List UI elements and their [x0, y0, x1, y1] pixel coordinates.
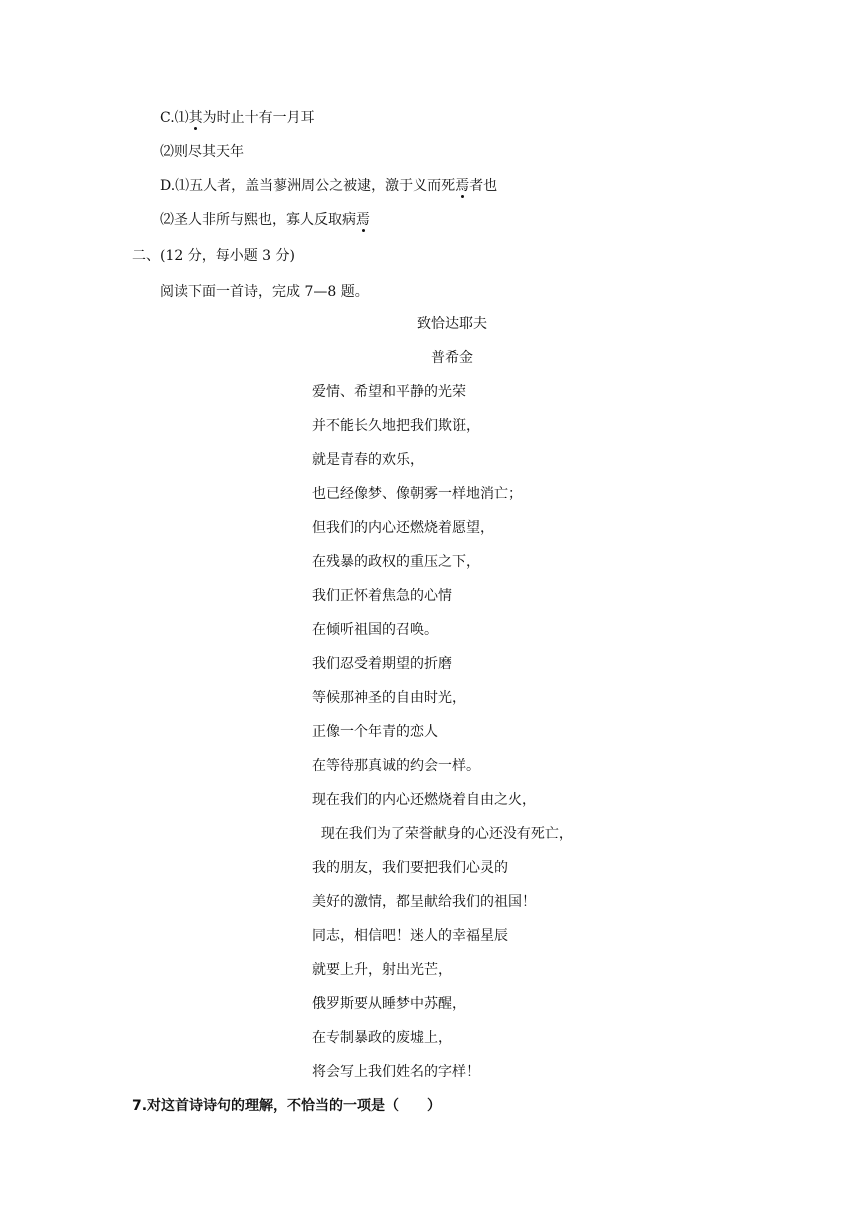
option-c1-dotted-char: 其 [188, 110, 203, 126]
option-d1-prefix: D.⑴五人者，盖当蓼洲周公之被逮，激于义而死 [160, 178, 456, 194]
poem-line: 美好的激情，都呈献给我们的祖国！ [312, 894, 536, 910]
poem-line: 并不能长久地把我们欺诳， [312, 418, 480, 434]
poem-line: 爱情、希望和平静的光荣 [312, 384, 466, 400]
poem-line: 等候那神圣的自由时光， [312, 690, 466, 706]
poem-line: 同志，相信吧！迷人的幸福星辰 [312, 928, 508, 944]
poem-line: 我们忍受着期望的折磨 [312, 656, 452, 672]
poem-line: 现在我们为了荣誉献身的心还没有死亡， [312, 826, 573, 842]
option-c-line-2: ⑵则尽其天年 [160, 144, 244, 160]
poem-line: 也已经像梦、像朝雾一样地消亡； [312, 486, 522, 502]
option-c1-prefix: C.⑴ [160, 110, 189, 126]
poem-line: 我们正怀着焦急的心情 [312, 588, 452, 604]
poem-line: 在等待那真诚的约会一样。 [312, 758, 480, 774]
poem-line: 在残暴的政权的重压之下， [312, 554, 480, 570]
poem-line: 在倾听祖国的召唤。 [312, 622, 438, 638]
poem-line: 将会写上我们姓名的字样！ [312, 1064, 480, 1080]
section-heading: 二、(12 分，每小题 3 分) [132, 248, 295, 264]
option-c-line-1 [160, 108, 315, 128]
poem-line: 正像一个年青的恋人 [312, 724, 438, 740]
poem-line: 现在我们的内心还燃烧着自由之火， [312, 792, 536, 808]
option-d1-dotted-char: 焉 [455, 178, 470, 194]
poem-line: 俄罗斯要从睡梦中苏醒， [312, 996, 466, 1012]
option-d1-suffix: 者也 [469, 178, 498, 194]
poem-author: 普希金 [431, 350, 473, 366]
poem-line: 但我们的内心还燃烧着愿望， [312, 520, 494, 536]
poem-title: 致恰达耶夫 [417, 316, 487, 332]
option-d2-dotted-char: 焉 [356, 212, 370, 228]
poem-line: 就要上升，射出光芒， [312, 962, 452, 978]
question-7: 7.对这首诗诗句的理解，不恰当的一项是（ ） [132, 1098, 442, 1114]
poem-line: 就是青春的欢乐， [312, 452, 424, 468]
option-d-line-1 [160, 176, 497, 196]
option-d2-prefix: ⑵圣人非所与熙也，寡人反取病 [160, 212, 356, 228]
option-c1-suffix: 为时止十有一月耳 [202, 110, 315, 126]
option-d-line-2 [160, 210, 370, 230]
section-instruction: 阅读下面一首诗，完成 7—8 题。 [160, 284, 369, 300]
poem-line: 我的朋友，我们要把我们心灵的 [312, 860, 508, 876]
poem-line: 在专制暴政的废墟上， [312, 1030, 452, 1046]
